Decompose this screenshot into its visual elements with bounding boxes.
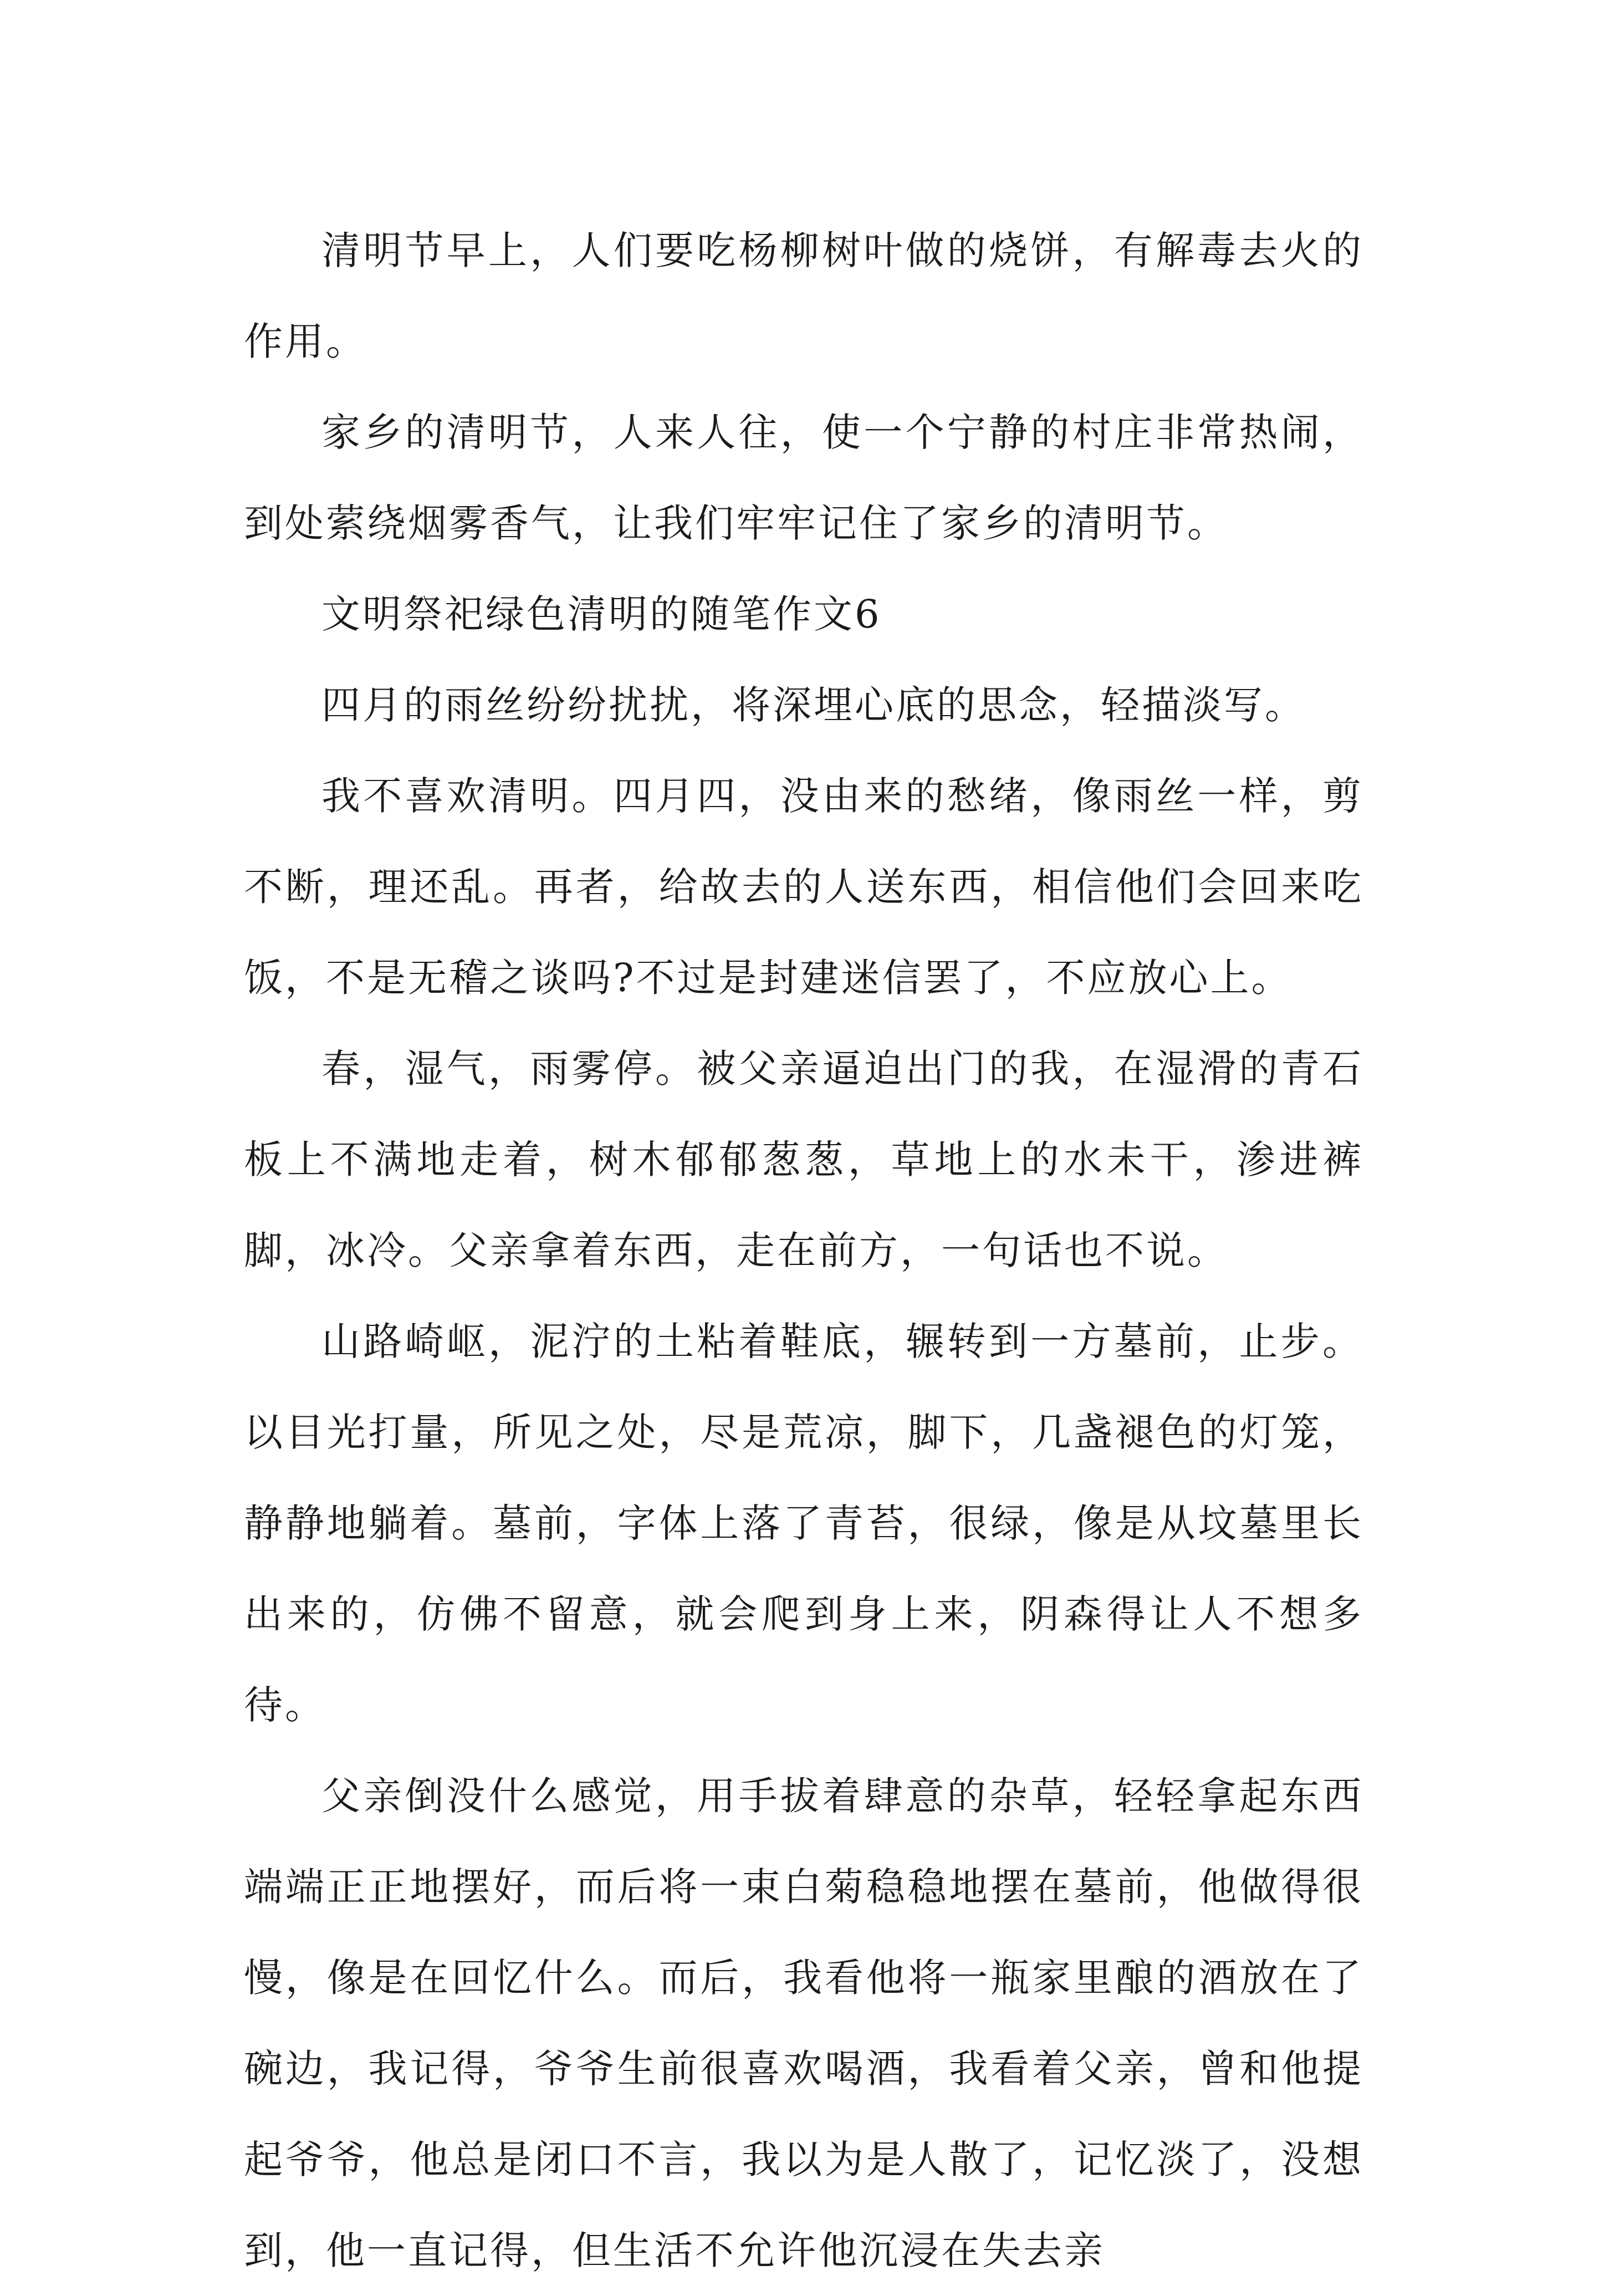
paragraph-1: 清明节早上，人们要吃杨柳树叶做的烧饼，有解毒去火的作用。 — [244, 228, 1363, 364]
paragraph-6: 山路崎岖，泥泞的土粘着鞋底，辗转到一方墓前，止步。以目光打量，所见之处，尽是荒凉，脚下，几盏褪色的灯笼，静静地躺着。墓前，字体上落了青苔，很绿，像是从坟墓里长出来的，仿佛不留意，就会爬到身上来，阴森得让人不想多待。 — [244, 1319, 1363, 1728]
section-heading: 文明祭祀绿色清明的随笔作文6 — [321, 591, 882, 637]
document-body — [244, 205, 1363, 2296]
paragraph-2: 家乡的清明节，人来人往，使一个宁静的村庄非常热闹，到处萦绕烟雾香气，让我们牢牢记住了家乡的清明节。 — [244, 410, 1363, 546]
paragraph-3: 四月的雨丝纷纷扰扰，将深埋心底的思念，轻描淡写。 — [321, 682, 1306, 728]
paragraph-7: 父亲倒没什么感觉，用手拔着肆意的杂草，轻轻拿起东西端端正正地摆好，而后将一束白菊稳稳地摆在墓前，他做得很慢，像是在回忆什么。而后，我看他将一瓶家里酿的酒放在了碗边，我记得，爷爷生前很喜欢喝酒，我看着父亲，曾和他提起爷爷，他总是闭口不言，我以为是人散了，记忆淡了，没想到，他一直记得，但生活不允许他沉浸在失去亲 — [244, 1773, 1363, 2273]
paragraph-5: 春，湿气，雨雾停。被父亲逼迫出门的我，在湿滑的青石板上不满地走着，树木郁郁葱葱，草地上的水未干，渗进裤脚，冰冷。父亲拿着东西，走在前方，一句话也不说。 — [244, 1046, 1363, 1273]
paragraph-4: 我不喜欢清明。四月四，没由来的愁绪，像雨丝一样，剪不断，理还乱。再者，给故去的人送东西，相信他们会回来吃饭，不是无稽之谈吗?不过是封建迷信罢了，不应放心上。 — [244, 773, 1363, 1001]
